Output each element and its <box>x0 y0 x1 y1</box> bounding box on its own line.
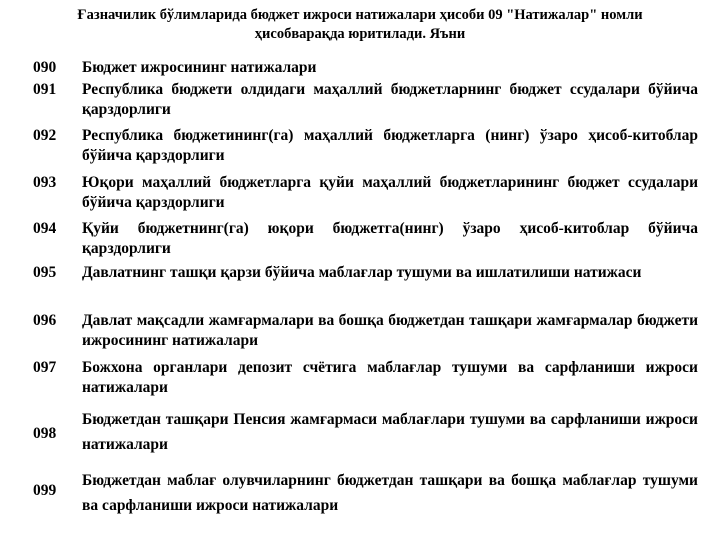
account-code: 090 <box>33 59 57 76</box>
account-description: Республика бюджети олдидаги маҳаллий бюджетларнинг бюджет ссудалари бўйича қарздорлиги <box>82 81 698 118</box>
account-description: Божхона органлари депозит счётига маблағлар тушуми ва сарфланиши ижроси натижалари <box>82 359 698 396</box>
account-description: Бюджетдан маблағ олувчиларнинг бюджетдан ташқари ва бошқа маблағлар тушуми ва сарфланиши ижроси натижалари <box>82 472 698 514</box>
account-code: 099 <box>33 482 57 499</box>
account-code: 098 <box>33 425 57 442</box>
page-heading <box>20 6 700 44</box>
account-description: Давлатнинг ташқи қарзи бўйича маблағлар тушуми ва ишлатилиши натижаси <box>82 264 642 281</box>
account-description: Давлат мақсадли жамғармалари ва бошқа бюджетдан ташқари жамғармалар бюджети ижросининг натижалари <box>82 312 698 349</box>
heading-line-2: ҳисобварақда юритилади. Яъни <box>254 26 466 42</box>
account-description: Бюджет ижросининг натижалари <box>82 59 317 76</box>
account-description: Юқори маҳаллий бюджетларга қуйи маҳаллий бюджетларининг бюджет ссудалари бўйича қарздорлиги <box>82 174 698 211</box>
account-code: 093 <box>33 174 57 191</box>
account-description: Республика бюджетининг(га) маҳаллий бюджетларга (нинг) ўзаро ҳисоб-китоблар бўйича қарздорлиги <box>82 127 698 164</box>
account-code: 095 <box>33 264 57 281</box>
account-description: Қуйи бюджетнинг(га) юқори бюджетга(нинг) ўзаро ҳисоб-китоблар бўйича қарздорлиги <box>82 220 698 257</box>
heading-line-1: Ғазначилик бўлимларида бюджет ижроси натижалари ҳисоби 09 "Натижалар" номли <box>77 7 643 23</box>
account-code: 097 <box>33 359 57 376</box>
account-description: Бюджетдан ташқари Пенсия жамғармаси маблағлари тушуми ва сарфланиши ижроси натижалари <box>82 411 698 453</box>
account-code: 092 <box>33 127 57 144</box>
account-code: 096 <box>33 312 57 329</box>
account-code: 091 <box>33 81 57 98</box>
account-code: 094 <box>33 220 57 237</box>
